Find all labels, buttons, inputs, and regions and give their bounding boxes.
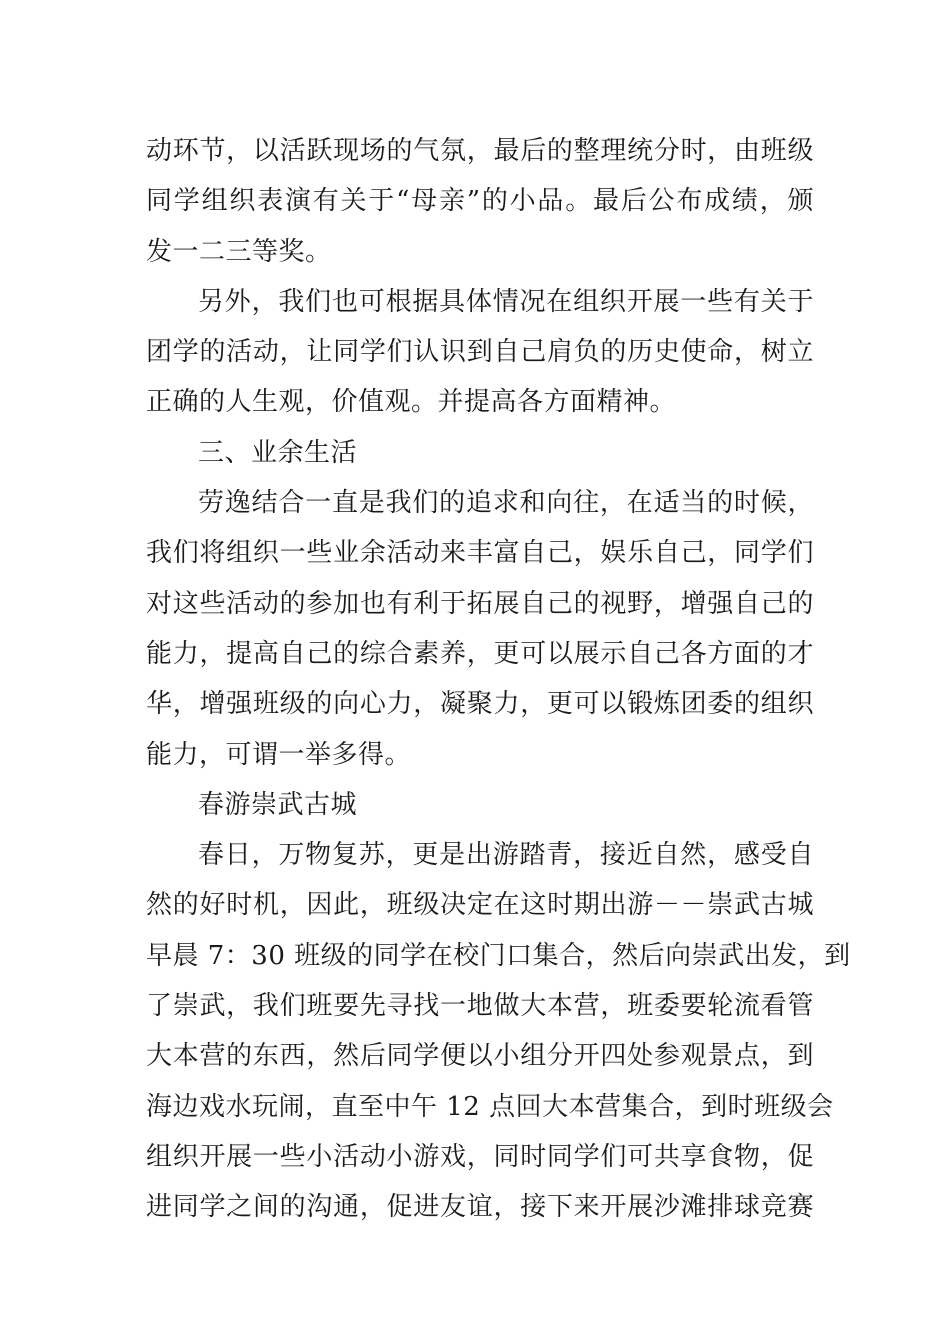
text-line: 早晨 7：30 班级的同学在校门口集合，然后向崇武出发，到 xyxy=(146,940,851,971)
text-line: 能力，可谓一举多得。 xyxy=(146,739,412,770)
text-line: 海边戏水玩闹，直至中午 12 点回大本营集合，到时班级会 xyxy=(146,1091,834,1122)
text-line: 团学的活动，让同学们认识到自己肩负的历史使命，树立 xyxy=(146,337,814,368)
text-line: 动环节，以活跃现场的气氛，最后的整理统分时，由班级 xyxy=(146,136,814,166)
text-line: 组织开展一些小活动小游戏，同时同学们可共享食物，促 xyxy=(146,1141,814,1172)
text-line: 同学组织表演有关于“母亲”的小品。最后公布成绩，颁 xyxy=(146,186,814,217)
text-line: 正确的人生观，价值观。并提高各方面精神。 xyxy=(146,387,677,418)
text-line: 另外，我们也可根据具体情况在组织开展一些有关于 xyxy=(198,286,814,317)
text-line: 大本营的东西，然后同学便以小组分开四处参观景点，到 xyxy=(146,1041,814,1072)
text-line: 劳逸结合一直是我们的追求和向往，在适当的时候， xyxy=(198,488,814,519)
text-line: 了崇武，我们班要先寻找一地做大本营，班委要轮流看管 xyxy=(146,991,814,1022)
text-line: 对这些活动的参加也有利于拓展自己的视野，增强自己的 xyxy=(146,588,814,619)
text-line: 我们将组织一些业余活动来丰富自己，娱乐自己，同学们 xyxy=(146,538,814,569)
section-heading: 三、业余生活 xyxy=(198,437,358,468)
text-line: 进同学之间的沟通，促进友谊，接下来开展沙滩排球竞赛 xyxy=(146,1192,814,1223)
text-line: 发一二三等奖。 xyxy=(146,236,332,267)
text-line: 华，增强班级的向心力，凝聚力，更可以锻炼团委的组织 xyxy=(146,689,814,720)
subsection-heading: 春游崇武古城 xyxy=(198,789,358,820)
document-body xyxy=(146,126,851,1233)
text-line: 能力，提高自己的综合素养，更可以展示自己各方面的才 xyxy=(146,638,814,669)
text-line: 然的好时机，因此，班级决定在这时期出游－－崇武古城 xyxy=(146,890,814,921)
text-line: 春日，万物复苏，更是出游踏青，接近自然，感受自 xyxy=(198,840,814,871)
